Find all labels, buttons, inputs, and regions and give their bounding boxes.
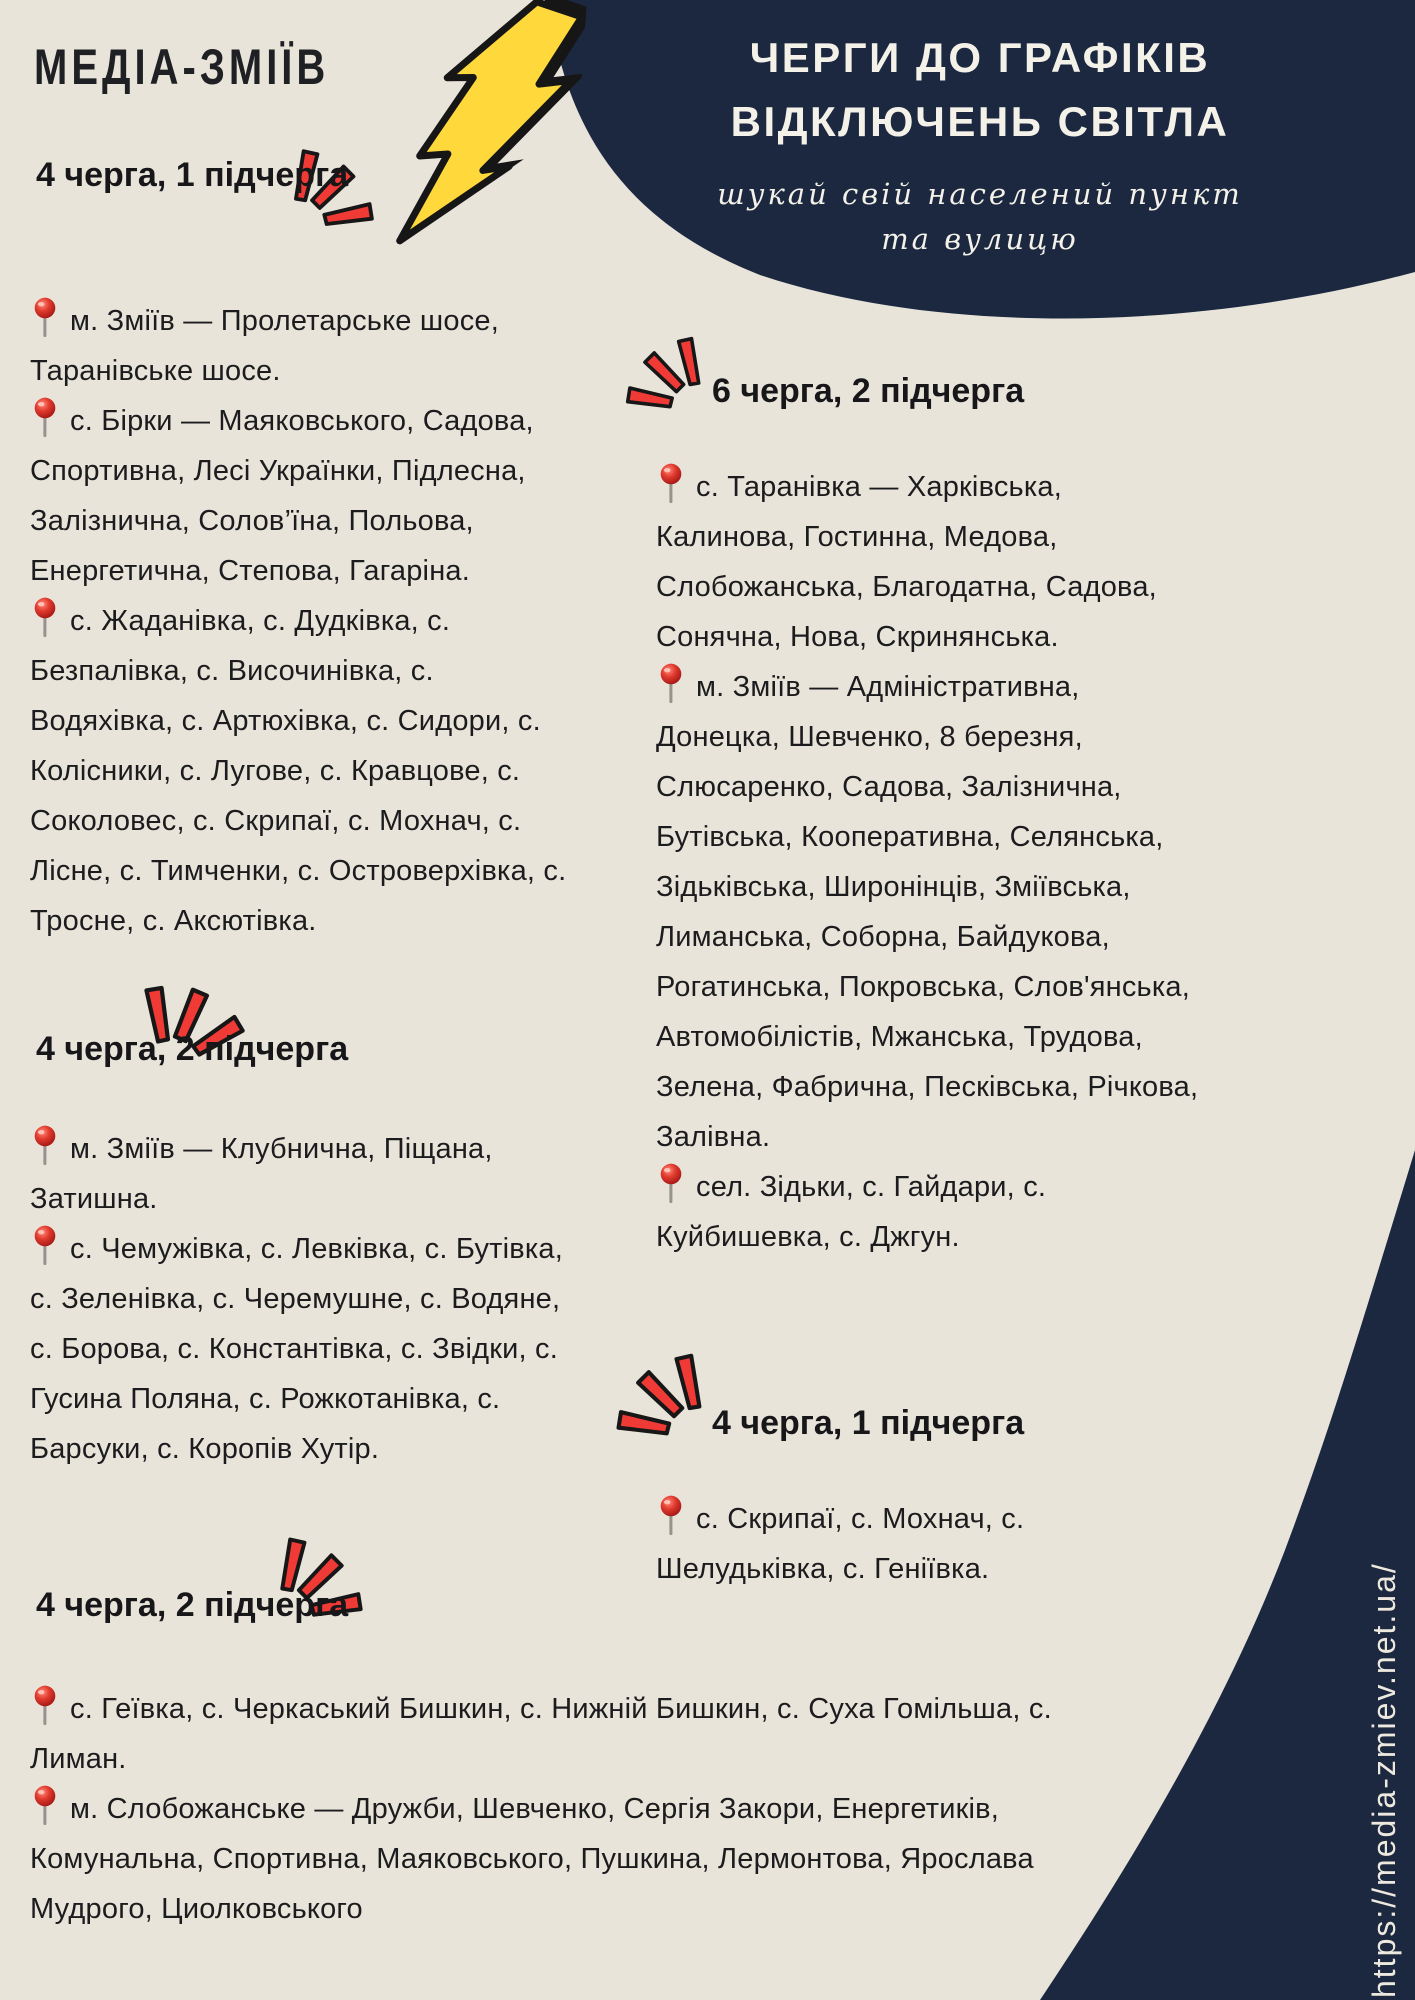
list-item	[656, 462, 1201, 662]
map-pin-icon	[32, 597, 58, 639]
list-item-text: с. Геївка, с. Черкаський Бишкин, с. Нижній Бишкин, с. Суха Гомільша, с. Лиман.	[30, 1693, 1052, 1775]
map-pin-icon	[32, 1225, 58, 1267]
list-item-text: м. Зміїв — Пролетарське шосе, Таранівське шосе.	[30, 305, 499, 387]
hero-title-line2: ВІДКЛЮЧЕНЬ СВІТЛА	[730, 98, 1230, 145]
hero-subtitle	[600, 172, 1360, 262]
list-item	[656, 1162, 1201, 1262]
section-list-2	[30, 1124, 575, 1474]
list-item	[656, 662, 1201, 1162]
list-item	[30, 396, 575, 596]
section-heading-5: 4 черга, 2 підчерга	[36, 1586, 349, 1624]
list-item	[656, 1494, 1201, 1594]
map-pin-icon	[32, 1685, 58, 1727]
hero-subtitle-line2: та вулицю	[881, 222, 1079, 256]
hero-subtitle-line1: шукай свій населений пункт	[717, 177, 1243, 211]
section-list-3	[656, 462, 1201, 1262]
list-item	[30, 1224, 575, 1474]
map-pin-icon	[32, 397, 58, 439]
list-item	[30, 296, 575, 396]
section-heading-1: 4 черга, 1 підчерга	[36, 156, 349, 194]
list-item-text: с. Скрипаї, с. Мохнач, с. Шелудьківка, с. Геніївка.	[656, 1503, 1025, 1585]
list-item	[30, 1684, 1105, 1784]
hero-title	[600, 26, 1360, 154]
website-url: https://media-zmiev.net.ua/	[1366, 1562, 1402, 1998]
hero-title-line1: ЧЕРГИ ДО ГРАФІКІВ	[749, 34, 1211, 81]
hero	[600, 26, 1360, 262]
exclamation-burst-icon	[622, 330, 708, 416]
map-pin-icon	[658, 663, 684, 705]
section-list-1	[30, 296, 575, 946]
brand-title: МЕДІА-ЗМІЇВ	[34, 39, 330, 95]
exclamation-burst-icon	[612, 1346, 710, 1444]
section-list-4	[656, 1494, 1201, 1594]
section-heading-2: 4 черга, 2 підчерга	[36, 1030, 349, 1068]
list-item-text: с. Жаданівка, с. Дудківка, с. Безпалівка, с. Височинівка, с. Водяхівка, с. Артюхівка, с. Сидори, с. Колісники, с. Лугове, с. Кравцове, с. Соколовес, с. Скрипаї, с. Мохнач, с. Лісне, с. Тимченки, с. Островерхівка, с. Тросне, с. Аксютівка.	[30, 605, 567, 937]
map-pin-icon	[658, 1163, 684, 1205]
map-pin-icon	[32, 297, 58, 339]
list-item-text: м. Зміїв — Клубнична, Піщана, Затишна.	[30, 1133, 493, 1215]
section-heading-3: 6 черга, 2 підчерга	[712, 372, 1025, 410]
section-heading-4: 4 черга, 1 підчерга	[712, 1404, 1025, 1442]
list-item	[30, 596, 575, 946]
section-list-5	[30, 1684, 1105, 1934]
list-item-text: м. Зміїв — Адміністративна, Донецка, Шевченко, 8 березня, Слюсаренко, Садова, Залізнична, Бутівська, Кооперативна, Селянська, Зідьківська, Широнінців, Зміївська, Лиманська, Соборна, Байдукова, Рогатинська, Покровська, Слов'янська, Автомобілістів, Мжанська, Трудова, Зелена, Фабрична, Песківська, Річкова, Залівна.	[656, 671, 1199, 1153]
map-pin-icon	[32, 1785, 58, 1827]
lightning-bolt-icon	[369, 0, 587, 263]
map-pin-icon	[658, 463, 684, 505]
map-pin-icon	[658, 1495, 684, 1537]
list-item-text: с. Бірки — Маяковського, Садова, Спортивна, Лесі Українки, Підлесна, Залізнична, Солов’їна, Польова, Енергетична, Степова, Гагаріна.	[30, 405, 534, 587]
list-item	[30, 1124, 575, 1224]
list-item-text: с. Таранівка — Харківська, Калинова, Гостинна, Медова, Слобожанська, Благодатна, Садова, Сонячна, Нова, Скринянська.	[656, 471, 1157, 653]
list-item-text: м. Слобожанське — Дружби, Шевченко, Сергія Закори, Енергетиків, Комунальна, Спортивна, Маяковського, Пушкина, Лермонтова, Ярослава Мудрого, Циолковського	[30, 1793, 1034, 1925]
list-item	[30, 1784, 1105, 1934]
map-pin-icon	[32, 1125, 58, 1167]
list-item-text: сел. Зідьки, с. Гайдари, с. Куйбишевка, с. Джгун.	[656, 1171, 1047, 1253]
list-item-text: с. Чемужівка, с. Левківка, с. Бутівка, с. Зеленівка, с. Черемушне, с. Водяне, с. Борова, с. Константівка, с. Звідки, с. Гусина Поляна, с. Рожкотанівка, с. Барсуки, с. Коропів Хутір.	[30, 1233, 564, 1465]
